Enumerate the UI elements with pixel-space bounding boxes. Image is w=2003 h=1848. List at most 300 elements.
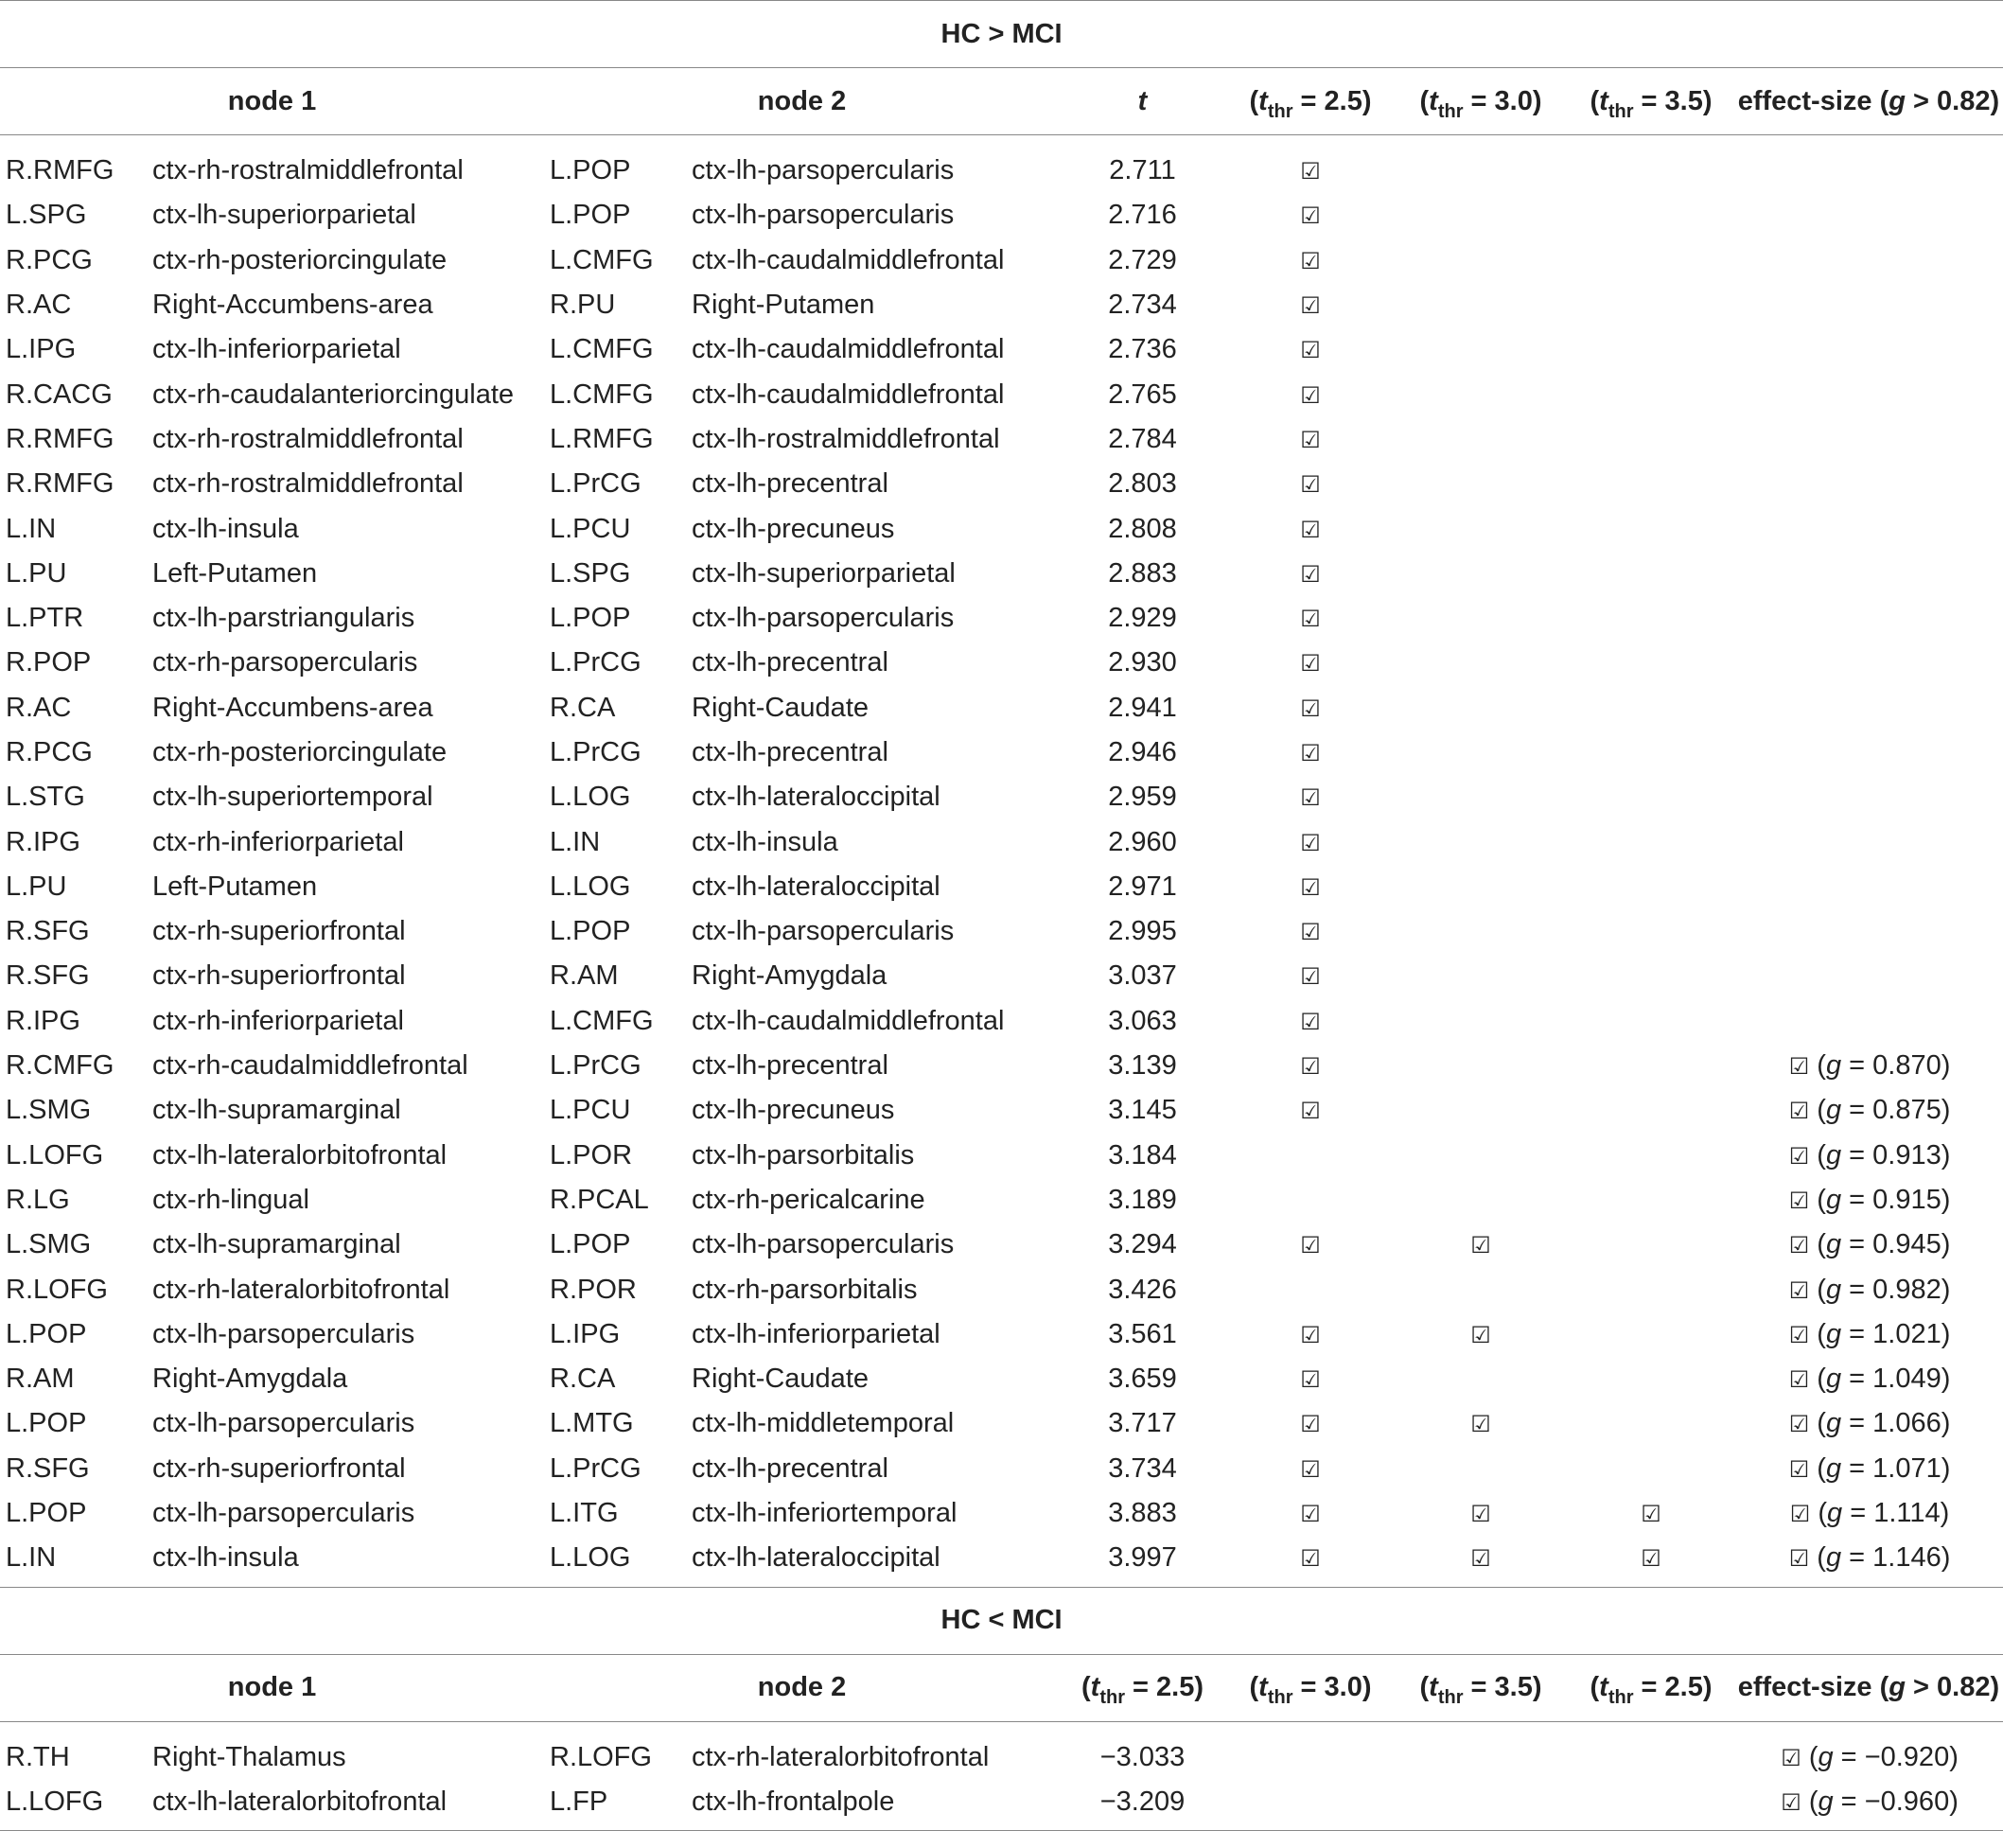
effect-size-value: 1.146	[1872, 1542, 1942, 1574]
table-row	[0, 1447, 2003, 1491]
node2-region: Right-Caudate	[692, 1364, 869, 1395]
node2-abbr: R.PCAL	[550, 1184, 649, 1215]
node2-abbr: L.POP	[550, 200, 631, 231]
node1-region: ctx-lh-parsopercularis	[152, 1498, 415, 1529]
checkbox-icon: ☑	[1300, 516, 1321, 543]
t-value: 2.941	[1108, 692, 1177, 723]
threshold-cell-1	[1225, 552, 1396, 596]
node2-region: ctx-lh-precentral	[692, 1050, 888, 1082]
node2-region: ctx-lh-lateraloccipital	[686, 1536, 1060, 1587]
checkbox-icon: ☑	[1788, 1321, 1810, 1348]
node2-region: ctx-lh-inferiortemporal	[692, 1498, 958, 1529]
t-value: 3.997	[1060, 1536, 1225, 1587]
checkbox-icon: ☑	[1788, 1545, 1810, 1573]
effect-size-value: 0.875	[1872, 1095, 1942, 1126]
table-row	[0, 1223, 2003, 1267]
threshold-cell-2	[1396, 462, 1566, 506]
node1-abbr: R.LG	[6, 1184, 70, 1215]
threshold-cell-2	[1396, 1134, 1566, 1178]
threshold-cell-3	[1566, 775, 1736, 819]
checkbox-icon: ☑	[1300, 1008, 1321, 1035]
node2-abbr: R.CA	[550, 1364, 616, 1395]
threshold-cell-3	[1566, 193, 1736, 238]
checkbox-icon: ☑	[1788, 1366, 1810, 1394]
node1-abbr: R.TH	[6, 1741, 70, 1772]
table-row	[0, 909, 2003, 954]
checkbox-icon: ☑	[1300, 247, 1321, 274]
threshold-cell-2	[1396, 193, 1566, 238]
node2-header: node 2	[544, 68, 1060, 135]
effect-size-cell	[1736, 641, 2003, 685]
t-value: 3.189	[1108, 1184, 1177, 1215]
threshold-cell-1	[1225, 1401, 1396, 1446]
threshold-cell-2	[1396, 1044, 1566, 1088]
table-row	[0, 596, 2003, 641]
thr-3-0-header: $(t_{thr} = 3.0)$	[1396, 68, 1566, 135]
threshold-cell-1	[1225, 238, 1396, 283]
node1-region: ctx-rh-rostralmiddlefrontal	[152, 468, 464, 500]
threshold-cell-1	[1225, 135, 1396, 194]
node1-region: ctx-rh-caudalmiddlefrontal	[152, 1050, 468, 1082]
t-value: 3.139	[1108, 1050, 1177, 1082]
table-row	[0, 1357, 2003, 1401]
effect-size-cell: ☑ (g = 0.915)	[1788, 1184, 1951, 1215]
threshold-cell-3	[1566, 327, 1736, 372]
effect-size-cell: ☑ (g = 0.982)	[1788, 1274, 1951, 1305]
checkbox-icon: ☑	[1300, 1053, 1321, 1081]
node1-region: Right-Accumbens-area	[152, 692, 433, 723]
node1-abbr: R.PCG	[6, 244, 93, 275]
effect-size-cell: ☑ (g = 0.870)	[1788, 1050, 1951, 1082]
node1-abbr: L.SMG	[6, 1229, 92, 1260]
effect-size-cell	[1736, 193, 2003, 238]
node1-region: ctx-lh-parstriangularis	[152, 603, 415, 634]
threshold-cell-2	[1396, 686, 1566, 730]
threshold-cell-1	[1225, 1491, 1396, 1536]
table-row	[0, 135, 2003, 194]
t-value: 3.426	[1108, 1274, 1177, 1305]
checkbox-icon: ☑	[1788, 1142, 1810, 1170]
effect-size-cell: ☑ (g = −0.960)	[1736, 1780, 2003, 1831]
table-row	[0, 1178, 2003, 1223]
checkbox-icon: ☑	[1641, 1501, 1661, 1528]
checkbox-icon: ☑	[1470, 1501, 1491, 1528]
section2-title-row	[0, 1587, 2003, 1654]
table-row	[0, 1088, 2003, 1133]
threshold-cell-3	[1566, 1267, 1736, 1311]
threshold-cell-3	[1566, 1357, 1736, 1401]
t-value: 3.294	[1108, 1229, 1177, 1260]
threshold-cell-2	[1396, 327, 1566, 372]
checkbox-icon: ☑	[1300, 606, 1321, 633]
node2-abbr: L.SPG	[550, 557, 631, 589]
t-value: 3.659	[1108, 1364, 1177, 1395]
table-row	[0, 686, 2003, 730]
node2-region: Right-Putamen	[692, 290, 875, 321]
checkbox-icon: ☑	[1300, 426, 1321, 453]
threshold-cell-2	[1396, 596, 1566, 641]
table-row	[0, 1267, 2003, 1311]
table-row	[0, 1134, 2003, 1178]
threshold-cell-3	[1566, 596, 1736, 641]
effect-size-cell	[1736, 552, 2003, 596]
thr-3-5-header: $(t_{thr} = 3.5)$	[1396, 1654, 1566, 1721]
node1-region: ctx-rh-rostralmiddlefrontal	[152, 155, 464, 186]
node2-region: ctx-lh-lateraloccipital	[692, 782, 940, 813]
table-row	[0, 865, 2003, 909]
table-row	[0, 999, 2003, 1044]
threshold-cell-1	[1225, 1223, 1396, 1267]
t-value: 2.995	[1108, 916, 1177, 947]
t-value: 3.184	[1108, 1139, 1177, 1170]
node2-abbr: L.RMFG	[550, 423, 654, 454]
threshold-cell-2	[1396, 775, 1566, 819]
effect-size-cell	[1736, 819, 2003, 864]
node1-abbr: R.SFG	[6, 960, 90, 992]
checkbox-icon: ☑	[1781, 1788, 1801, 1816]
effect-size-header: effect-size (g > 0.82)	[1736, 68, 2003, 135]
node2-region: ctx-lh-precuneus	[692, 513, 895, 544]
effect-size-cell: ☑ (g = 1.146)	[1736, 1536, 2003, 1587]
node2-abbr: R.LOFG	[550, 1741, 652, 1772]
effect-size-value: −0.920	[1864, 1741, 1950, 1772]
checkbox-icon: ☑	[1300, 1232, 1321, 1259]
node2-abbr: L.POR	[550, 1139, 633, 1170]
node2-abbr: L.PrCG	[550, 1452, 641, 1484]
node2-region: Right-Amygdala	[692, 960, 887, 992]
t-value: 2.784	[1108, 423, 1177, 454]
effect-size-cell: ☑ (g = 1.114)	[1789, 1498, 1950, 1529]
threshold-cell-1	[1225, 1721, 1396, 1780]
node1-region: ctx-lh-parsopercularis	[152, 1318, 415, 1349]
node2-abbr: L.CMFG	[550, 334, 654, 365]
node1-abbr: L.SMG	[6, 1095, 92, 1126]
t-value: 3.145	[1108, 1095, 1177, 1126]
table-row	[0, 1044, 2003, 1088]
node1-abbr: L.IN	[6, 513, 57, 544]
threshold-cell-3	[1566, 686, 1736, 730]
table-row	[0, 552, 2003, 596]
section1-body	[0, 135, 2003, 1588]
node2-region: ctx-lh-frontalpole	[686, 1780, 1060, 1831]
node2-abbr: L.IPG	[550, 1318, 621, 1349]
checkbox-icon: ☑	[1300, 337, 1321, 364]
table-row	[0, 1401, 2003, 1446]
node2-region: ctx-rh-pericalcarine	[692, 1184, 925, 1215]
node1-abbr: R.AC	[6, 692, 72, 723]
section1-title-row	[0, 1, 2003, 68]
node1-region: ctx-rh-inferiorparietal	[152, 1005, 404, 1036]
node2-region: ctx-rh-parsorbitalis	[692, 1274, 918, 1305]
section2-header-row	[0, 1654, 2003, 1721]
thr-3-5-header: $(t_{thr} = 3.5)$	[1566, 68, 1736, 135]
checkbox-icon: ☑	[1300, 873, 1321, 901]
section1-header-row	[0, 68, 2003, 135]
node2-region: ctx-lh-parsopercularis	[692, 916, 955, 947]
node1-region: Right-Accumbens-area	[152, 290, 433, 321]
threshold-cell-3	[1566, 552, 1736, 596]
effect-size-cell	[1736, 865, 2003, 909]
node2-abbr: R.CA	[550, 692, 616, 723]
t-value: 2.929	[1108, 603, 1177, 634]
node1-region: ctx-rh-superiorfrontal	[152, 1452, 406, 1484]
threshold-cell-3	[1566, 283, 1736, 327]
threshold-cell-3	[1566, 1447, 1736, 1491]
node1-region: ctx-lh-superiorparietal	[152, 200, 416, 231]
effect-size-cell: ☑ (g = 0.913)	[1788, 1139, 1951, 1170]
t-value: 3.561	[1108, 1318, 1177, 1349]
checkbox-icon: ☑	[1788, 1411, 1810, 1438]
node2-abbr: L.CMFG	[550, 378, 654, 410]
node1-region: ctx-rh-caudalanteriorcingulate	[152, 378, 515, 410]
checkbox-icon: ☑	[1788, 1232, 1810, 1259]
node2-region: ctx-lh-superiorparietal	[692, 557, 956, 589]
effect-size-cell	[1736, 462, 2003, 506]
node2-region: ctx-rh-lateralorbitofrontal	[692, 1741, 990, 1772]
effect-size-cell	[1736, 999, 2003, 1044]
threshold-cell-1	[1225, 999, 1396, 1044]
node1-abbr: L.IPG	[6, 334, 77, 365]
table-row	[0, 193, 2003, 238]
table-row	[0, 1536, 2003, 1587]
threshold-cell-1	[1225, 596, 1396, 641]
node1-region: Left-Putamen	[152, 871, 318, 902]
checkbox-icon: ☑	[1789, 1501, 1811, 1528]
threshold-cell-2	[1396, 135, 1566, 194]
node1-abbr: L.POP	[6, 1318, 87, 1349]
thr-2-5-header: $(t_{thr} = 2.5)$	[1060, 1654, 1225, 1721]
node1-abbr: L.IN	[0, 1536, 147, 1587]
effect-size-cell	[1736, 506, 2003, 551]
node2-abbr: L.PrCG	[550, 1050, 641, 1082]
threshold-cell-3	[1566, 819, 1736, 864]
threshold-cell-1	[1225, 909, 1396, 954]
threshold-cell-3	[1566, 1312, 1736, 1357]
node2-region: ctx-lh-insula	[692, 826, 838, 857]
threshold-cell-2	[1396, 238, 1566, 283]
threshold-cell-3	[1566, 999, 1736, 1044]
node2-abbr: R.PU	[550, 290, 616, 321]
node2-abbr: L.ITG	[550, 1498, 619, 1529]
node2-region: ctx-lh-precentral	[692, 737, 888, 767]
checkbox-icon: ☑	[1788, 1053, 1810, 1081]
threshold-cell-1	[1225, 775, 1396, 819]
checkbox-icon: ☑	[1788, 1276, 1810, 1304]
effect-size-cell	[1736, 596, 2003, 641]
t-value: 3.717	[1108, 1408, 1177, 1439]
effect-size-value: −0.960	[1864, 1786, 1950, 1817]
effect-size-value: 0.945	[1872, 1229, 1942, 1260]
node1-abbr: R.RMFG	[6, 423, 114, 454]
threshold-cell-3	[1566, 417, 1736, 462]
node1-abbr: R.AC	[6, 290, 72, 321]
t-value: 2.883	[1108, 557, 1177, 589]
node1-region: ctx-lh-superiortemporal	[152, 782, 433, 813]
t-value: 2.808	[1108, 513, 1177, 544]
threshold-cell-2	[1396, 865, 1566, 909]
threshold-cell-3	[1566, 865, 1736, 909]
effect-size-value: 1.071	[1872, 1452, 1942, 1484]
effect-size-cell: ☑ (g = −0.920)	[1781, 1741, 1959, 1772]
threshold-cell-3	[1566, 1134, 1736, 1178]
t-value: 3.037	[1108, 960, 1177, 992]
node1-region: Left-Putamen	[152, 557, 318, 589]
t-value: 2.803	[1108, 468, 1177, 500]
thr-2-5b-header: $(t_{thr} = 2.5)$	[1566, 1654, 1736, 1721]
node1-abbr: R.CMFG	[6, 1050, 114, 1082]
node2-abbr: R.AM	[550, 960, 619, 992]
node1-region: ctx-lh-insula	[152, 513, 299, 544]
t-value: 2.960	[1108, 826, 1177, 857]
node2-region: ctx-lh-parsopercularis	[692, 155, 955, 186]
t-value: 3.734	[1108, 1452, 1177, 1484]
effect-size-value: 0.982	[1872, 1274, 1942, 1305]
section2-body	[0, 1721, 2003, 1831]
node2-abbr: L.CMFG	[550, 244, 654, 275]
checkbox-icon: ☑	[1300, 963, 1321, 991]
table-row	[0, 819, 2003, 864]
threshold-cell-3	[1566, 1223, 1736, 1267]
effect-size-value: 1.066	[1872, 1408, 1942, 1439]
t-value: 2.736	[1108, 334, 1177, 365]
threshold-cell-3	[1566, 1536, 1736, 1587]
threshold-cell-1	[1225, 730, 1396, 775]
checkbox-icon: ☑	[1300, 919, 1321, 946]
node2-region: ctx-lh-precentral	[692, 647, 888, 678]
threshold-cell-2	[1396, 1223, 1566, 1267]
table-row	[0, 730, 2003, 775]
checkbox-icon: ☑	[1300, 829, 1321, 856]
effect-size-value: 1.049	[1872, 1364, 1942, 1395]
node1-abbr: L.PU	[6, 871, 67, 902]
threshold-cell-2	[1396, 1491, 1566, 1536]
threshold-cell-3	[1566, 641, 1736, 685]
threshold-cell-3	[1566, 1721, 1736, 1780]
node1-abbr: R.RMFG	[6, 468, 114, 500]
checkbox-icon: ☑	[1470, 1411, 1491, 1438]
threshold-cell-3	[1566, 1178, 1736, 1223]
effect-size-cell: ☑ (g = 1.066)	[1788, 1408, 1951, 1439]
threshold-cell-3	[1566, 730, 1736, 775]
threshold-cell-2	[1396, 641, 1566, 685]
t-value: 2.930	[1108, 647, 1177, 678]
table-row	[0, 238, 2003, 283]
threshold-cell-2	[1396, 999, 1566, 1044]
node1-abbr: L.STG	[6, 782, 85, 813]
checkbox-icon: ☑	[1470, 1545, 1491, 1573]
threshold-cell-3	[1566, 372, 1736, 416]
node1-abbr: R.IPG	[6, 1005, 80, 1036]
node1-abbr: R.POP	[6, 647, 92, 678]
thr-3-0-header: $(t_{thr} = 3.0)$	[1225, 1654, 1396, 1721]
threshold-cell-1	[1225, 1267, 1396, 1311]
threshold-cell-1	[1225, 1357, 1396, 1401]
threshold-cell-2	[1396, 417, 1566, 462]
t-value: 2.765	[1108, 378, 1177, 410]
node1-abbr: L.POP	[6, 1408, 87, 1439]
node2-abbr: L.PrCG	[550, 737, 641, 767]
checkbox-icon: ☑	[1641, 1545, 1661, 1573]
effect-size-cell: ☑ (g = 1.049)	[1788, 1364, 1951, 1395]
t-value: 2.711	[1109, 155, 1176, 186]
effect-size-cell: ☑ (g = 1.021)	[1788, 1318, 1951, 1349]
checkbox-icon: ☑	[1300, 202, 1321, 230]
table-row	[0, 1780, 2003, 1831]
threshold-cell-3	[1566, 506, 1736, 551]
threshold-cell-1	[1225, 686, 1396, 730]
checkbox-icon: ☑	[1300, 650, 1321, 678]
threshold-cell-2	[1396, 1178, 1566, 1223]
threshold-cell-2	[1396, 1401, 1566, 1446]
threshold-cell-1	[1225, 283, 1396, 327]
node1-region: ctx-rh-superiorfrontal	[152, 916, 406, 947]
node1-region: Right-Thalamus	[152, 1741, 346, 1772]
node1-region: ctx-lh-insula	[147, 1536, 544, 1587]
threshold-cell-1	[1225, 1447, 1396, 1491]
node2-region: ctx-lh-precentral	[692, 1452, 888, 1484]
checkbox-icon: ☑	[1470, 1321, 1491, 1348]
t-value: 2.959	[1108, 782, 1177, 813]
node1-abbr: R.IPG	[6, 826, 80, 857]
effect-size-value: 0.915	[1872, 1184, 1942, 1215]
effect-size-cell	[1736, 909, 2003, 954]
node1-abbr: R.PCG	[6, 737, 93, 767]
threshold-cell-1	[1225, 1044, 1396, 1088]
node1-region: ctx-lh-supramarginal	[152, 1095, 401, 1126]
node2-abbr: L.IN	[550, 826, 601, 857]
table-row	[0, 417, 2003, 462]
threshold-cell-2	[1396, 372, 1566, 416]
threshold-cell-3	[1566, 1088, 1736, 1133]
table-row	[0, 372, 2003, 416]
node1-region: ctx-rh-inferiorparietal	[152, 826, 404, 857]
node2-region: ctx-lh-caudalmiddlefrontal	[692, 378, 1005, 410]
node2-abbr: L.LOG	[544, 1536, 686, 1587]
node1-abbr: L.LOFG	[0, 1780, 147, 1831]
threshold-cell-2	[1396, 1088, 1566, 1133]
node2-region: ctx-lh-caudalmiddlefrontal	[692, 1005, 1005, 1036]
threshold-cell-3	[1566, 238, 1736, 283]
node1-abbr: L.SPG	[6, 200, 87, 231]
checkbox-icon: ☑	[1300, 381, 1321, 409]
threshold-cell-1	[1225, 819, 1396, 864]
effect-size-cell: ☑ (g = 1.071)	[1788, 1452, 1951, 1484]
node1-abbr: R.RMFG	[6, 155, 114, 186]
threshold-cell-2	[1396, 552, 1566, 596]
node2-region: ctx-lh-caudalmiddlefrontal	[692, 244, 1005, 275]
threshold-cell-3	[1566, 1780, 1736, 1831]
table-row	[0, 1312, 2003, 1357]
threshold-cell-3	[1566, 1491, 1736, 1536]
threshold-cell-1	[1225, 462, 1396, 506]
threshold-cell-2	[1396, 1780, 1566, 1831]
node2-abbr: L.POP	[550, 1229, 631, 1260]
effect-size-header: effect-size (g > 0.82)	[1736, 1654, 2003, 1721]
threshold-cell-1	[1225, 865, 1396, 909]
checkbox-icon: ☑	[1788, 1187, 1810, 1214]
checkbox-icon: ☑	[1300, 292, 1321, 320]
node1-region: ctx-rh-lingual	[152, 1184, 309, 1215]
node1-region: ctx-lh-supramarginal	[152, 1229, 401, 1260]
table-row	[0, 283, 2003, 327]
effect-size-value: 0.870	[1872, 1050, 1942, 1082]
checkbox-icon: ☑	[1300, 1366, 1321, 1394]
node1-abbr: R.SFG	[6, 1452, 90, 1484]
threshold-cell-3	[1566, 909, 1736, 954]
thr-2-5-header: $(t_{thr} = 2.5)$	[1225, 68, 1396, 135]
table-row	[0, 641, 2003, 685]
section2-title: HC < MCI	[940, 1605, 1063, 1635]
